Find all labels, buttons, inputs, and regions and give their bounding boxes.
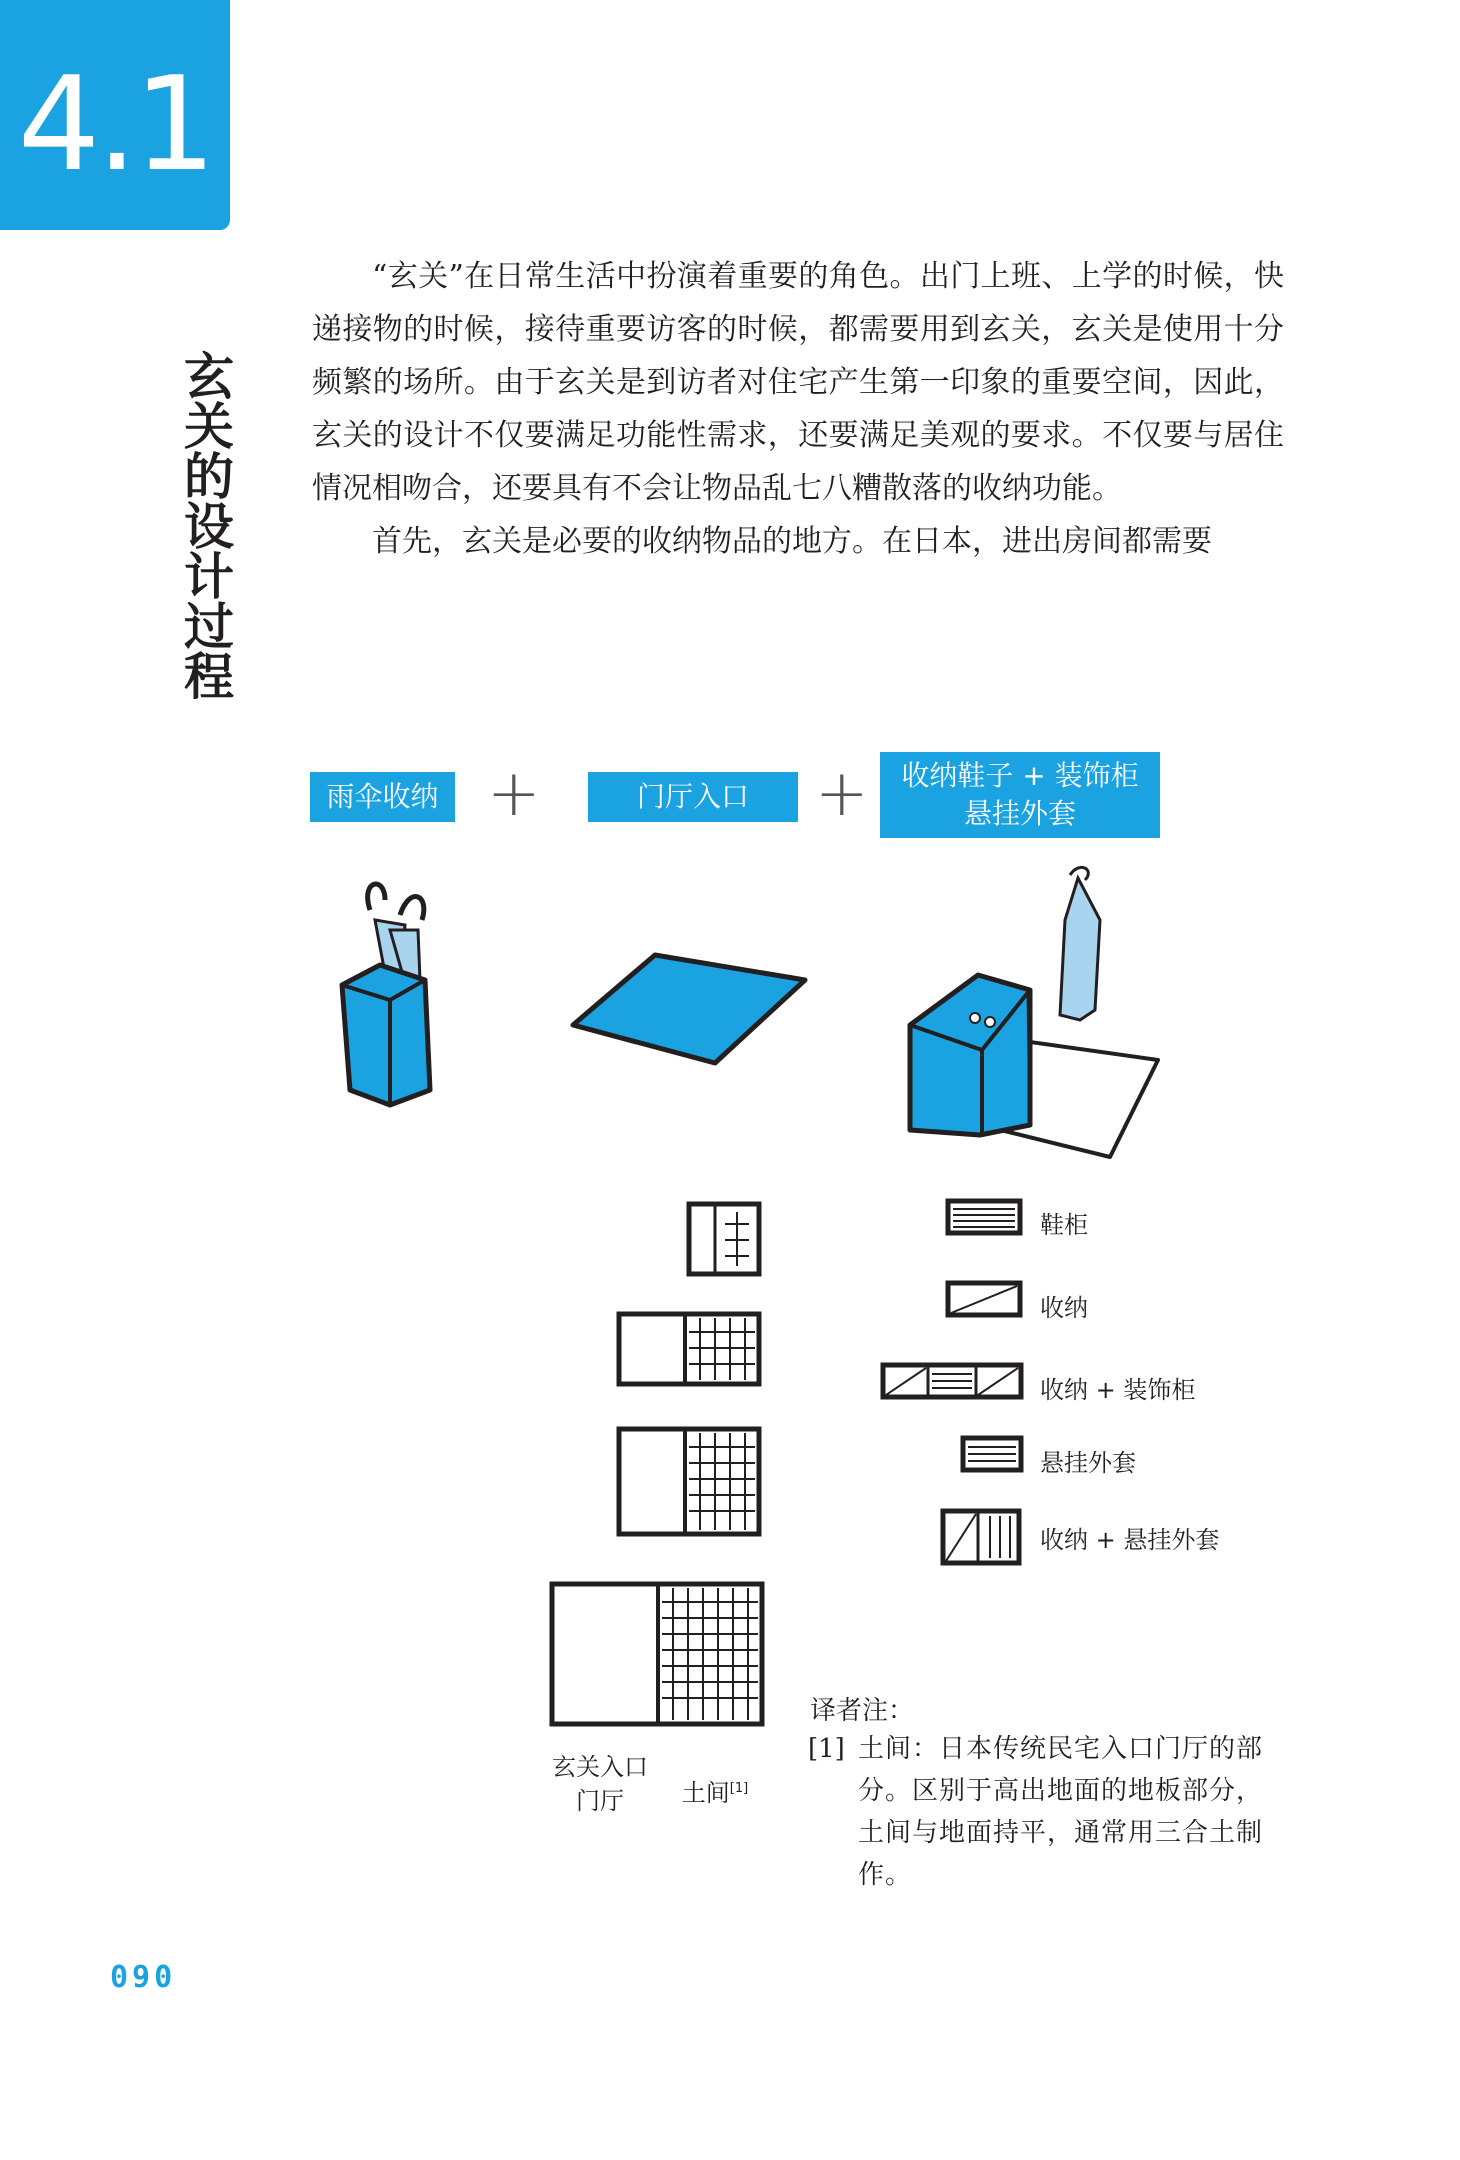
shoe-cabinet-icon bbox=[945, 1198, 1025, 1238]
coat-hanging-icon bbox=[960, 1435, 1025, 1475]
tag-umbrella-storage: 雨伞收纳 bbox=[310, 772, 455, 822]
floor-plan-medium bbox=[615, 1310, 765, 1390]
floor-plan-large bbox=[615, 1425, 765, 1540]
floor-plan-largest bbox=[548, 1580, 768, 1730]
translator-note-text: 土间：日本传统民宅入口门厅的部分。区别于高出地面的地板部分，土间与地面持平，通常用三合土制作。 bbox=[858, 1734, 1264, 1890]
legend-label-storage-display: 收纳 + 装饰柜 bbox=[1040, 1376, 1196, 1404]
legend-label-storage: 收纳 bbox=[1040, 1294, 1088, 1322]
body-text bbox=[312, 250, 1284, 568]
tag-shoe-display-coat: 收纳鞋子 + 装饰柜 悬挂外套 bbox=[880, 752, 1160, 838]
translator-note-body bbox=[808, 1728, 1288, 1896]
plus-sign-1: + bbox=[487, 757, 541, 831]
section-badge bbox=[0, 0, 230, 230]
translator-note-number: [1] bbox=[808, 1734, 845, 1764]
caption-doma bbox=[670, 1772, 760, 1810]
section-number: 4.1 bbox=[17, 48, 213, 200]
entrance-mat-illustration bbox=[565, 945, 815, 1070]
footnote-ref: [1] bbox=[729, 1781, 749, 1796]
translator-note-title: 译者注： bbox=[810, 1696, 915, 1726]
caption-entrance-hall: 玄关入口 门厅 bbox=[552, 1753, 648, 1815]
storage-icon bbox=[945, 1280, 1025, 1320]
chapter-title bbox=[170, 350, 240, 700]
storage-coat-icon bbox=[940, 1508, 1025, 1568]
cabinet-coat-illustration bbox=[900, 860, 1170, 1160]
paragraph-1: “玄关”在日常生活中扮演着重要的角色。出门上班、上学的时候，快递接物的时候，接待重要访客的时候，都需要用到玄关，玄关是使用十分频繁的场所。由于玄关是到访者对住宅产生第一印象的重要空间，因此，玄关的设计不仅要满足功能性需求，还要满足美观的要求。不仅要与居住情况相吻合，还要具有不会让物品乱七八糟散落的收纳功能。 bbox=[312, 259, 1284, 506]
caption-doma-text: 土间 bbox=[681, 1779, 730, 1807]
tag-entrance-hall: 门厅入口 bbox=[588, 772, 798, 822]
page-number: 090 bbox=[110, 1960, 177, 1995]
floor-plan-small bbox=[685, 1200, 765, 1280]
storage-display-icon bbox=[880, 1362, 1025, 1402]
paragraph-2: 首先，玄关是必要的收纳物品的地方。在日本，进出房间都需要 bbox=[372, 524, 1212, 559]
chapter-title-text: 玄关的设计过程 bbox=[176, 350, 234, 700]
legend-label-storage-coat: 收纳 + 悬挂外套 bbox=[1040, 1526, 1220, 1554]
plus-sign-2: + bbox=[815, 757, 869, 831]
legend-label-coat-hanging: 悬挂外套 bbox=[1040, 1449, 1136, 1477]
umbrella-stand-illustration bbox=[330, 880, 450, 1110]
legend-label-shoe-cabinet: 鞋柜 bbox=[1040, 1211, 1088, 1239]
